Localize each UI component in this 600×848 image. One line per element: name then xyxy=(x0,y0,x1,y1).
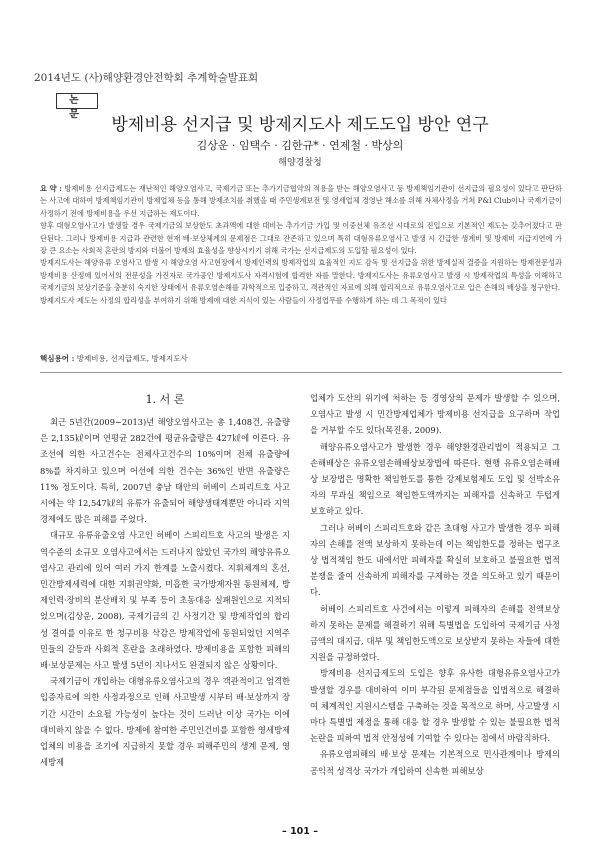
body-paragraph: 최근 5년간(2009∼2013)년 해양오염사고는 총 1,408건, 유출량은 2,135㎘이며 연평균 282건에 평균유출량은 427㎘에 이른다. 유조선에 의한 사고건수는 전체사고건수의 10%이며 전체 유출량에 8%를 차지하고 있으며 어선에 의한 건수는 36%인 반면 유출량은 11% 정도이다. 특히, 2007년 충남 태안의 허베이 스피리트호 사고 시에는 약 12,547㎘의 유류가 유출되어 해양생태계뿐만 아니라 지역경제에도 많은 피해를 주었다. xyxy=(40,417,290,525)
page-number: – 101 – xyxy=(282,826,318,837)
abstract-paragraph: 방제지도사는 해양유류 오염사고 발생 시 해양오염 사고현장에서 방제인력의 방제작업의 효율적인 지도 감독 및 선지급을 위한 방제실적 결증을 지원하는 방제전문성과 방제비용 산정에 있어서의 전문성을 가진자로 국가공인 방제지도사 자격시험에 합격한 자를 말한다. 방제지도사는 유류오염사고 발생 시 방제작업의 특성을 이해하고 국제기금의 보상기준을 충분히 숙지한 상태에서 유류오염손해를 과학적으로 입증하고, 객관적인 자료에 의해 합리적으로 유류오염사고로 입은 손해의 배상을 청구한다. xyxy=(40,258,562,293)
conference-header: 2014년도 (사)해양환경안전학회 추계학술발표회 xyxy=(34,72,259,84)
abstract xyxy=(40,183,562,307)
body-paragraph: 허베이 스피리트호 사건에서는 이렇게 피해자의 손해를 전액보상하지 못하는 문제를 해결하기 위해 특별법을 도입하여 국제기금 사정금액의 대지급, 대부 및 책임한도액으로 보상받지 못하는 자들에 대한 지원을 규정하였다. xyxy=(310,603,560,663)
abstract-paragraph: 향후 대형오염사고가 발생할 경우 국제기금의 보상한도 초과액에 대한 대비는 추가기금 가입 및 이중선체 유조선 시대로의 진입으로 기본적인 제도는 갖추어졌다고 판단된다. 그러나 방제비용 지급과 관련한 현재 배·보상체계의 문제점은 그대로 잔존하고 있으며 특히 대형유류오염사고 발생 시 긴급한 생계비 및 방제비 지급지연에 가장 큰 요소는 사회적 혼란의 방지와 더불어 방제의 효율성을 향상시키기 위해 국가는 선지급제도의 도입할 필요성이 있다. xyxy=(40,221,562,256)
keywords xyxy=(40,353,562,364)
body-paragraph: 국제기금이 개입하는 대형유류오염사고의 경우 객관적이고 엄격한 입증자료에 의한 사정과정으로 인해 사고발생 시부터 배·보상까지 장기간 시간이 소요될 가능성이 높다는 것이 드러난 이상 국가는 이에 대비하지 않을 수 없다. 방제에 참여한 주민인건비를 포함한 영세방제업체의 비용을 조기에 지급하지 못할 경우 피해주민의 생계 문제, 영세방제 xyxy=(40,676,290,768)
divider-rule xyxy=(40,372,562,373)
body-paragraph: 대규모 유류유출오염 사고인 허베이 스피리트호 사고의 발생은 지역수준의 소규모 오염사고에서는 드러나지 않았던 국가의 해양유류오염사고 관리에 있어 여러 가지 한계를 노출시켰다. 지휘체계의 혼선, 민간방제세력에 대한 지휘권약화, 미흡한 국가방제자원 동원체제, 방제인력·장비의 분산배치 및 부족 등이 초동대응 실패원인으로 지적되었으며(김상운, 2008), 국제기금의 긴 사정기간 및 방제작업의 합리성 결여를 이유로 한 청구비용 삭감은 방제작업에 동원되었던 지역주민들의 갈등과 사회적 혼란을 초래하였다. 방제비용을 포함한 피해의 배·보상문제는 사고 발생 5년이 지나서도 완결되지 않은 상황이다. xyxy=(40,530,290,671)
abstract-paragraph-text: 방제비용 선지급제도는 재난적인 해양오염사고, 국제기금 또는 추가기금협약의 적용을 받는 해양오염사고 등 방제책임기관이 선지급의 필요성이 있다고 판단하는 사고에 대하여 방제책임기관이 방제업체 등을 통해 방제조치를 취했을 때 주민생계보전 및 영세업체 경영난 해소를 위해 자체사정을 거쳐 P&I Club이나 국제기금이 사정하기 전에 방제비용을 우선 지급하는 제도이다. xyxy=(40,184,563,218)
abstract-paragraph: 방제지도사 제도는 사정의 합리성을 부여하기 위해 방제에 대한 지식이 있는 사람들이 사정업무를 수행하게 하는 데 그 목적이 있다 xyxy=(40,295,447,305)
abstract-paragraph xyxy=(40,183,562,220)
section-heading: 1. 서 론 xyxy=(145,393,185,406)
body-paragraph: 해양유류오염사고가 발생한 경우 해양환경관리법이 적용되고 그 손해배상은 유류오염손해배상보장법에 따른다. 현행 유류오염손해배상 보장법은 명확한 책임한도를 통한 강제보험제도 도입 및 선박소유자의 무과실 책임으로 책임한도액까지는 피해자를 신속하고 두텁게 보호하고 있다. xyxy=(310,441,560,517)
affiliation: 해양경찰청 xyxy=(278,158,322,168)
body-column-left xyxy=(40,414,290,770)
body-paragraph: 그러나 허베이 스피리트호와 같은 초대형 사고가 발생한 경우 피해자의 손해를 전액 보상하지 못하는데 이는 책임한도를 정하는 법구조상 법적책임 한도 내에서만 피해자를 확실히 보호하고 불필요한 법적 분쟁을 줄여 신속하게 피해자를 구제하는 것을 의도하고 있기 때문이다. xyxy=(310,522,560,598)
body-paragraph: 방제비용 선지급제도의 도입은 향후 유사한 대형유류오염사고가 발생할 경우를 대비하여 이미 부각된 문제점들을 입법적으로 해결하여 체계적인 지원시스템을 구축하는 것을 목적으로 하며, 사고발생 시마다 특별법 제정을 통해 대응 할 경우 발생할 수 있는 불필요한 법적 논란을 피하여 법적 안정성에 기여할 수 있다는 점에서 바람직하다. xyxy=(310,668,560,744)
body-column-right xyxy=(310,390,560,779)
article-type-badge: 논 문 xyxy=(56,93,98,109)
abstract-label: 요 약 : xyxy=(40,184,62,193)
keywords-text: 방제비용, 선지급제도, 방제지도사 xyxy=(76,354,188,363)
body-paragraph: 유류오염피해의 배·보상 문제는 기본적으로 민사관계이나 방제의 공익적 성격상 국가가 개입하여 신속한 피해보상 xyxy=(310,749,560,776)
keywords-label: 핵심용어 : xyxy=(40,354,75,363)
author-list: 김상운 · 임택수 · 김한규* · 연제철 · 박상의 xyxy=(196,139,404,152)
body-paragraph: 업체가 도산의 위기에 처하는 등 경영상의 문제가 발생할 수 있으며, 오염사고 발생 시 민간방제업체가 방제비용 선지급을 요구하며 작업을 거부할 수도 있다(목진용, 2009). xyxy=(310,393,560,436)
paper-title: 방제비용 선지급 및 방제지도사 제도도입 방안 연구 xyxy=(111,115,489,135)
